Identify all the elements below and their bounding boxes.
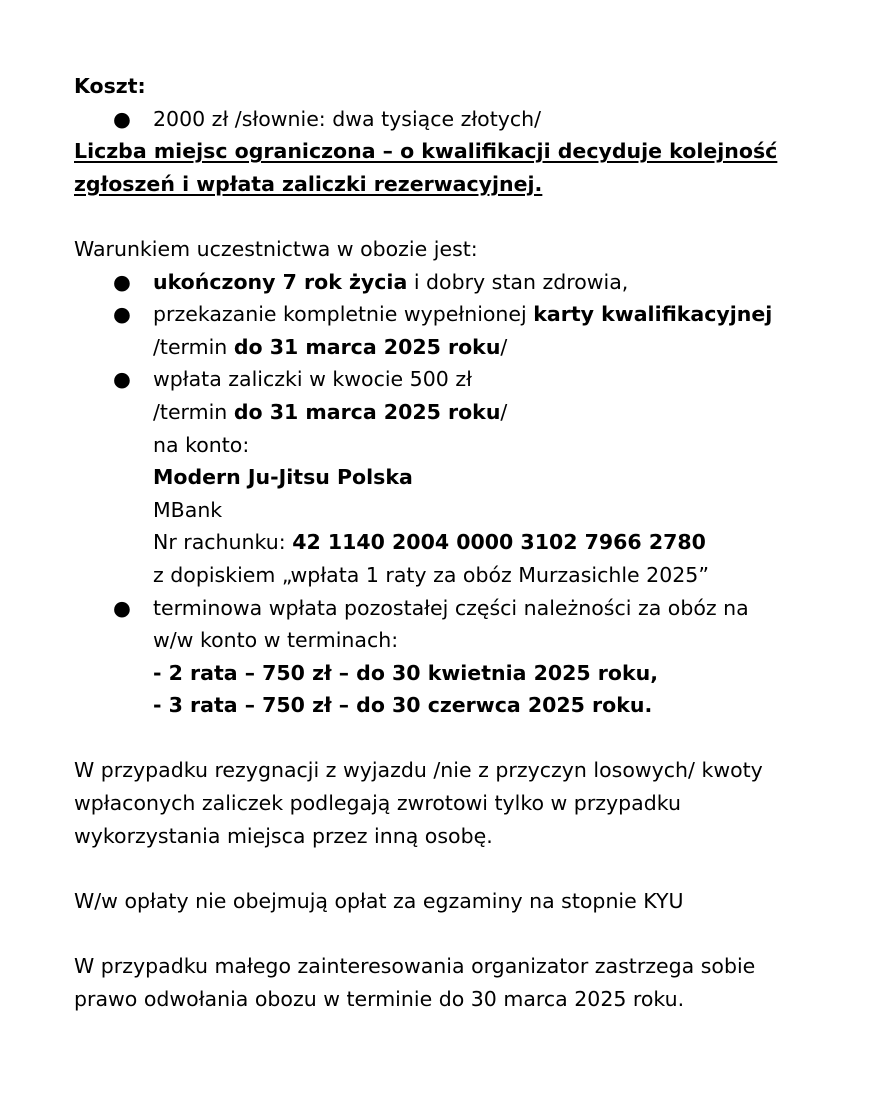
condition-card-term xyxy=(74,331,864,364)
transfer-note: z dopiskiem „wpłata 1 raty za obóz Murzasichle 2025” xyxy=(153,562,709,587)
condition-card-term-date: do 31 marca 2025 roku xyxy=(233,334,501,359)
condition-deposit-term-pre: /termin xyxy=(153,399,234,424)
spacer xyxy=(74,852,864,885)
installments-line-1: terminowa wpłata pozostałej części należności za obóz na xyxy=(153,595,749,620)
installments-line-2: w/w konto w terminach: xyxy=(153,628,399,653)
cancellation-line-1: W przypadku małego zainteresowania organizator zastrzega sobie xyxy=(74,954,756,979)
limited-places-line-1: Liczba miejsc ograniczona – o kwalifikacji decyduje kolejność xyxy=(74,139,778,164)
condition-deposit-term xyxy=(74,396,864,429)
cost-price-item xyxy=(74,103,864,136)
condition-age-bold: ukończony 7 rok życia xyxy=(153,269,408,294)
cost-heading: Koszt: xyxy=(74,74,146,98)
condition-card-bold: karty kwalifikacyjnej xyxy=(533,302,773,327)
account-number-label: Nr rachunku: xyxy=(153,530,293,555)
cost-price: 2000 zł /słownie: dwa tysiące złotych/ xyxy=(153,106,542,131)
bullet-icon: ● xyxy=(113,269,131,294)
cancellation-line-2: prawo odwołania obozu w terminie do 30 marca 2025 roku. xyxy=(74,986,685,1011)
installment-rate-3: - 3 rata – 750 zł – do 30 czerwca 2025 roku. xyxy=(153,693,653,718)
bullet-icon: ● xyxy=(113,302,131,327)
resignation-line-3: wykorzystania miejsca przez inną osobę. xyxy=(74,823,493,848)
installment-rate-2: - 2 rata – 750 zł – do 30 kwietnia 2025 roku, xyxy=(153,660,658,685)
document-page xyxy=(74,70,864,1015)
condition-age-rest: i dobry stan zdrowia, xyxy=(407,269,629,294)
condition-item-card xyxy=(74,298,864,331)
resignation-line-1: W przypadku rezygnacji z wyjazdu /nie z przyczyn losowych/ kwoty xyxy=(74,758,763,783)
condition-card-term-pre: /termin xyxy=(153,334,234,359)
condition-deposit-line: wpłata zaliczki w kwocie 500 zł xyxy=(153,367,472,392)
fees-note: W/w opłaty nie obejmują opłat za egzaminy na stopnie KYU xyxy=(74,888,684,913)
condition-card-pre: przekazanie kompletnie wypełnionej xyxy=(153,302,534,327)
spacer xyxy=(74,200,864,233)
condition-deposit-term-date: do 31 marca 2025 roku xyxy=(233,399,501,424)
account-number-line xyxy=(74,526,864,559)
condition-item-deposit xyxy=(74,363,864,396)
spacer xyxy=(74,917,864,950)
account-name: Modern Ju-Jitsu Polska xyxy=(153,465,413,490)
condition-deposit-term-post: / xyxy=(500,399,508,424)
condition-item-age xyxy=(74,266,864,299)
spacer xyxy=(74,722,864,755)
condition-card-term-post: / xyxy=(500,334,508,359)
condition-item-installments xyxy=(74,592,864,625)
limited-places-line-2: zgłoszeń i wpłata zaliczki rezerwacyjnej. xyxy=(74,171,543,196)
bullet-icon: ● xyxy=(113,367,131,392)
resignation-line-2: wpłaconych zaliczek podlegają zwrotowi tylko w przypadku xyxy=(74,791,681,816)
bullet-icon: ● xyxy=(113,595,131,620)
conditions-intro: Warunkiem uczestnictwa w obozie jest: xyxy=(74,236,478,261)
account-number: 42 1140 2004 0000 3102 7966 2780 xyxy=(292,530,706,555)
bank-name: MBank xyxy=(153,497,223,522)
bullet-icon: ● xyxy=(113,106,131,131)
account-label: na konto: xyxy=(153,432,250,457)
